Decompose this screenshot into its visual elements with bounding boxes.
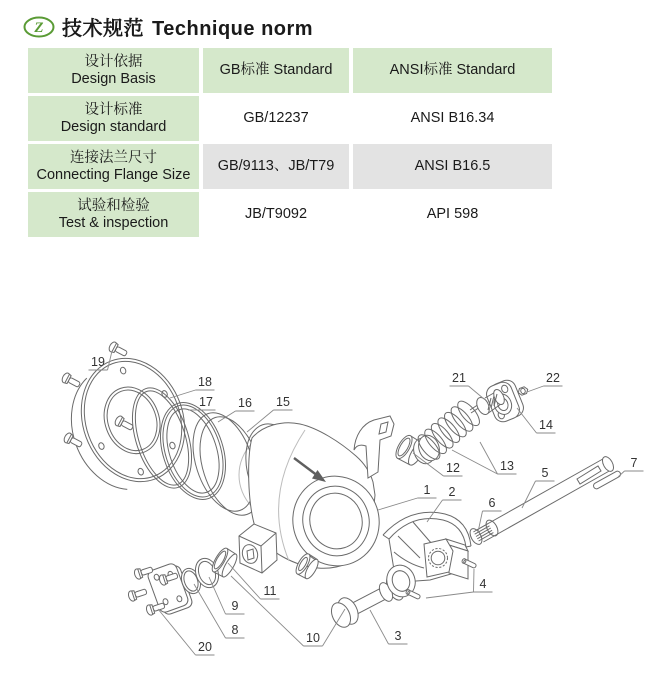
page-title-zh: 技术规范 xyxy=(62,18,144,40)
leader-line-14 xyxy=(517,408,537,433)
leader-line-1 xyxy=(378,498,418,510)
shaft-flat xyxy=(577,466,601,484)
part-label-20: 20 xyxy=(198,640,212,654)
part-label-5: 5 xyxy=(541,466,549,480)
page-header xyxy=(22,12,313,41)
leader-line-4 xyxy=(426,592,474,598)
part-label-15: 15 xyxy=(276,395,290,409)
part-label-11: 11 xyxy=(263,584,277,598)
leader-line-4 xyxy=(474,569,475,592)
part-label-19: 19 xyxy=(91,355,105,369)
leader-line-3 xyxy=(370,610,389,644)
valve-parts-art xyxy=(53,341,621,631)
part-label-4: 4 xyxy=(479,577,487,591)
page-title xyxy=(62,12,313,41)
part-label-7: 7 xyxy=(630,456,638,470)
part-label-22: 22 xyxy=(546,371,560,385)
cell-test-inspection-gb: JB/T9092 xyxy=(203,192,349,237)
part-label-10: 10 xyxy=(306,631,320,645)
part-label-1: 1 xyxy=(423,483,431,497)
cell-gb-standard-header: GB标准 Standard xyxy=(203,48,349,93)
cell-design-standard-ansi: ANSI B16.34 xyxy=(353,96,552,141)
bottom-boss xyxy=(239,524,277,573)
part-label-8: 8 xyxy=(231,623,239,637)
part-label-9: 9 xyxy=(231,599,239,613)
leader-line-8 xyxy=(194,584,226,638)
leader-line-22 xyxy=(527,386,544,392)
cell-design-standard: 设计标准 Design standard xyxy=(28,96,199,141)
part-label-16: 16 xyxy=(238,396,252,410)
part-label-14: 14 xyxy=(539,418,553,432)
leader-line-6 xyxy=(478,511,483,532)
spec-table xyxy=(28,48,552,237)
exploded-view-diagram xyxy=(0,320,650,694)
leader-line-20 xyxy=(158,609,196,655)
part-label-17: 17 xyxy=(199,395,213,409)
cell-design-standard-gb: GB/12237 xyxy=(203,96,349,141)
cell-ansi-standard-header: ANSI标准 Standard xyxy=(353,48,552,93)
cell-test-inspection: 试验和检验 Test & inspection xyxy=(28,192,199,237)
brand-logo-icon xyxy=(22,15,56,39)
page-title-en: Technique norm xyxy=(152,18,314,40)
cell-flange-size-ansi: ANSI B16.5 xyxy=(353,144,552,189)
cell-connecting-flange-size: 连接法兰尺寸 Connecting Flange Size xyxy=(28,144,199,189)
valve-body xyxy=(239,416,394,581)
part-label-6: 6 xyxy=(488,496,496,510)
cell-design-basis: 设计依据 Design Basis xyxy=(28,48,199,93)
cell-flange-size-gb: GB/9113、JB/T79 xyxy=(203,144,349,189)
part-label-12: 12 xyxy=(446,461,460,475)
part-label-3: 3 xyxy=(394,629,402,643)
part-label-13: 13 xyxy=(500,459,514,473)
leader-line-5 xyxy=(522,481,536,508)
gear-housing-2 xyxy=(382,512,471,601)
part-label-2: 2 xyxy=(448,485,456,499)
leader-line-21 xyxy=(469,386,485,399)
svg-text:Z: Z xyxy=(34,19,44,36)
part-label-21: 21 xyxy=(452,371,466,385)
cell-test-inspection-ansi: API 598 xyxy=(353,192,552,237)
spring-13 xyxy=(410,398,483,467)
part-label-18: 18 xyxy=(198,375,212,389)
